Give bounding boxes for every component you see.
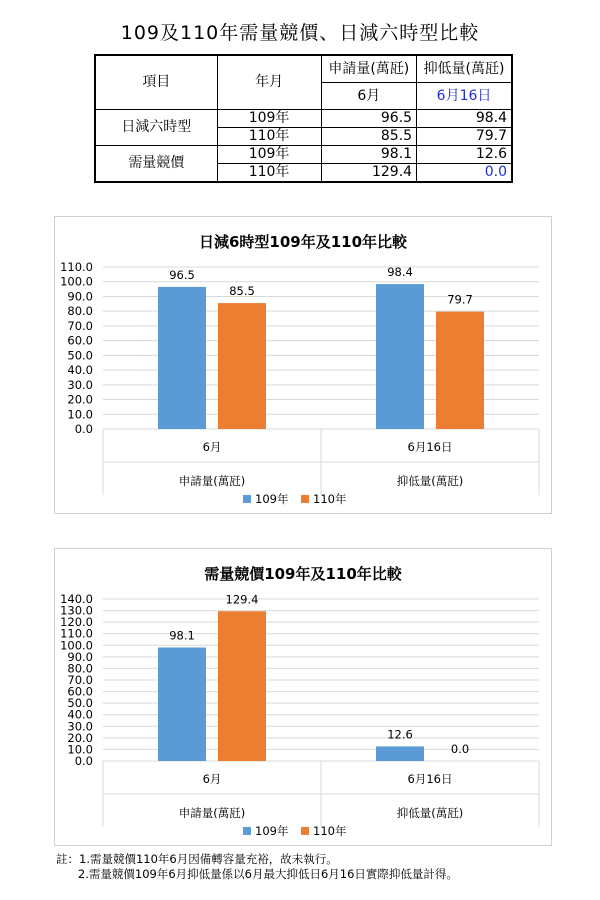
data-label: 98.4	[387, 265, 413, 280]
chart-1	[55, 217, 551, 513]
chart-2	[55, 549, 551, 845]
bar	[158, 287, 206, 429]
legend-label: 109年	[255, 492, 289, 506]
row-year: 109年	[217, 146, 321, 164]
data-label: 98.1	[169, 628, 195, 643]
y-tick-label: 70.0	[67, 318, 93, 333]
footnote	[56, 852, 458, 882]
data-label: 129.4	[225, 592, 259, 607]
x-tick-label: 6月16日	[407, 440, 453, 454]
group-name: 日減六時型	[95, 110, 217, 146]
y-tick-label: 20.0	[67, 392, 93, 407]
comparison-table	[94, 54, 513, 183]
y-tick-label: 80.0	[67, 304, 93, 319]
x-tick-label: 6月	[202, 440, 222, 454]
group-name: 需量競價	[95, 146, 217, 183]
y-tick-label: 60.0	[67, 333, 93, 348]
bar	[218, 611, 266, 761]
bar	[218, 303, 266, 429]
x-group-label: 抑低量(萬瓩)	[396, 806, 464, 820]
x-group-label: 抑低量(萬瓩)	[396, 474, 464, 488]
chart-2-container	[54, 548, 552, 846]
y-tick-label: 110.0	[60, 260, 93, 274]
y-tick-label: 20.0	[67, 730, 93, 745]
data-label: 85.5	[229, 284, 255, 299]
legend-label: 109年	[255, 824, 289, 838]
legend-swatch	[301, 495, 309, 503]
legend-swatch	[301, 827, 309, 835]
y-tick-label: 140.0	[60, 592, 93, 606]
y-tick-label: 120.0	[60, 615, 93, 630]
header-suppressed: 抑低量(萬瓩)	[417, 55, 512, 83]
y-tick-label: 0.0	[74, 422, 93, 436]
x-group-label: 申請量(萬瓩)	[178, 806, 246, 820]
y-tick-label: 100.0	[60, 638, 93, 653]
row-applied: 98.1	[321, 146, 417, 164]
row-suppressed: 79.7	[417, 128, 512, 146]
data-label: 79.7	[447, 292, 473, 307]
page-title: 109及110年需量競價、日減六時型比較	[120, 22, 480, 44]
y-tick-label: 50.0	[67, 696, 93, 711]
y-tick-label: 0.0	[74, 754, 93, 768]
y-tick-label: 80.0	[67, 661, 93, 676]
row-suppressed: 98.4	[417, 110, 512, 128]
legend-swatch	[243, 495, 251, 503]
chart-title: 需量競價109年及110年比較	[204, 565, 402, 583]
legend-label: 110年	[313, 824, 347, 838]
header-suppressed-period: 6月16日	[417, 83, 512, 110]
footnote-line-2: 2.需量競價109年6月抑低量係以6月最大抑低日6月16日實際抑低量計得。	[56, 867, 458, 881]
bar	[376, 284, 424, 429]
row-applied: 85.5	[321, 128, 417, 146]
x-tick-label: 6月	[202, 772, 222, 786]
y-tick-label: 70.0	[67, 673, 93, 687]
chart-1-container	[54, 216, 552, 514]
row-year: 110年	[217, 128, 321, 146]
bar	[436, 312, 484, 429]
y-tick-label: 30.0	[67, 377, 93, 392]
x-tick-label: 6月16日	[407, 772, 453, 786]
y-tick-label: 130.0	[60, 603, 93, 618]
table-row	[95, 110, 512, 128]
y-tick-label: 50.0	[67, 348, 93, 363]
y-tick-label: 10.0	[67, 742, 93, 757]
legend-label: 110年	[313, 492, 347, 506]
table-row	[95, 146, 512, 164]
data-label: 96.5	[169, 267, 195, 282]
y-tick-label: 30.0	[67, 719, 93, 734]
x-group-label: 申請量(萬瓩)	[178, 474, 246, 488]
footnote-line-1: 註：1.需量競價110年6月因備轉容量充裕，故未執行。	[56, 852, 338, 866]
y-tick-label: 40.0	[67, 707, 93, 722]
header-item: 項目	[95, 55, 217, 110]
header-applied-period: 6月	[321, 83, 417, 110]
y-tick-label: 40.0	[67, 363, 93, 378]
header-applied: 申請量(萬瓩)	[321, 55, 417, 83]
y-tick-label: 60.0	[67, 684, 93, 699]
y-tick-label: 110.0	[60, 626, 93, 641]
row-year: 109年	[217, 110, 321, 128]
legend-swatch	[243, 827, 251, 835]
chart-title: 日減6時型109年及110年比較	[198, 233, 408, 251]
data-label: 0.0	[450, 742, 470, 756]
y-tick-label: 90.0	[67, 649, 93, 664]
data-label: 12.6	[387, 727, 413, 742]
row-suppressed: 12.6	[417, 146, 512, 164]
row-applied: 129.4	[321, 164, 417, 183]
bar	[376, 746, 424, 761]
row-year: 110年	[217, 164, 321, 183]
bar	[158, 647, 206, 761]
row-applied: 96.5	[321, 110, 417, 128]
y-tick-label: 90.0	[67, 289, 93, 304]
y-tick-label: 100.0	[60, 274, 93, 289]
y-tick-label: 10.0	[67, 407, 93, 422]
header-month: 年月	[217, 55, 321, 110]
row-suppressed: 0.0	[417, 164, 512, 183]
